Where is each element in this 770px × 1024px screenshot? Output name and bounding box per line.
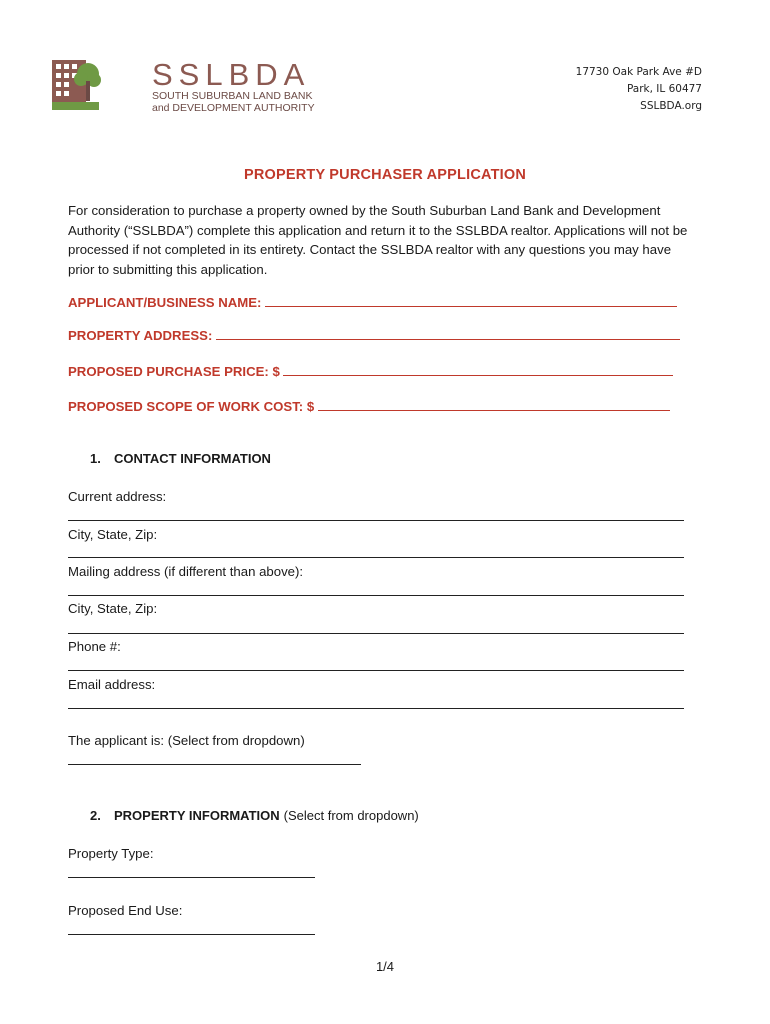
proposed-end-use-label: Proposed End Use: [68,903,183,918]
property-address-line[interactable] [216,327,680,340]
property-info-dropdown-note[interactable]: (Select from dropdown) [283,808,419,823]
applicant-is-line[interactable] [68,764,361,765]
current-address-line[interactable] [68,520,684,521]
section-1-title: CONTACT INFORMATION [114,451,271,466]
section-1-heading [90,451,271,466]
applicant-is-field [68,733,305,748]
phone-label: Phone #: [68,639,121,654]
org-address [576,64,702,115]
purchase-price-line[interactable] [283,363,673,376]
phone-line[interactable] [68,670,684,671]
email-label: Email address: [68,677,156,692]
section-1-number: 1. [90,451,101,466]
document-title: PROPERTY PURCHASER APPLICATION [243,167,527,183]
mailing-city-state-zip-label: City, State, Zip: [68,601,158,616]
applicant-name-line[interactable] [265,294,677,307]
address-city: Park, IL 60477 [626,83,702,95]
logo-subtitle-line1: SOUTH SUBURBAN LAND BANK [152,90,313,102]
scope-cost-line[interactable] [318,398,670,411]
scope-cost-field [68,398,670,414]
property-type-line[interactable] [68,877,315,878]
section-2-title: PROPERTY INFORMATION [114,808,280,823]
city-state-zip-label: City, State, Zip: [68,527,158,542]
section-2-number: 2. [90,808,101,823]
purchase-price-label: PROPOSED PURCHASE PRICE: $ [68,364,280,379]
intro-paragraph: For consideration to purchase a property owned by the South Suburban Land Bank and Development Authority (“SSLBDA”) complete this application and return it to the SSLBDA realtor. Applications will not be processed if not completed in its entirety. Contact the SSLBDA realtor with any questions you may have prior to submitting this application. [68,203,688,277]
mailing-address-line[interactable] [68,595,684,596]
property-address-field [68,327,680,343]
address-website: SSLBDA.org [640,100,702,112]
email-line[interactable] [68,708,684,709]
logo-text [152,59,315,114]
scope-cost-label: PROPOSED SCOPE OF WORK COST: $ [68,399,315,414]
mailing-address-label: Mailing address (if different than above): [68,564,304,579]
property-address-label: PROPERTY ADDRESS: [68,328,213,343]
logo-subtitle-line2: and DEVELOPMENT AUTHORITY [152,102,315,114]
proposed-end-use-line[interactable] [68,934,315,935]
building-tree-icon [52,57,152,115]
applicant-is-label: The applicant is: [68,733,165,748]
applicant-type-dropdown[interactable]: (Select from dropdown) [167,733,305,748]
property-type-label: Property Type: [68,846,154,861]
page-number: 1/4 [375,959,395,974]
mailing-city-state-zip-line[interactable] [68,633,684,634]
current-address-label: Current address: [68,489,167,504]
city-state-zip-line[interactable] [68,557,684,558]
applicant-name-label: APPLICANT/BUSINESS NAME: [68,295,262,310]
address-street: 17730 Oak Park Ave #D [575,66,702,78]
section-2-heading [90,808,419,823]
sslbda-logo [52,57,315,115]
purchase-price-field [68,363,673,379]
logo-name: SSLBDA [152,57,311,92]
applicant-name-field [68,294,677,310]
